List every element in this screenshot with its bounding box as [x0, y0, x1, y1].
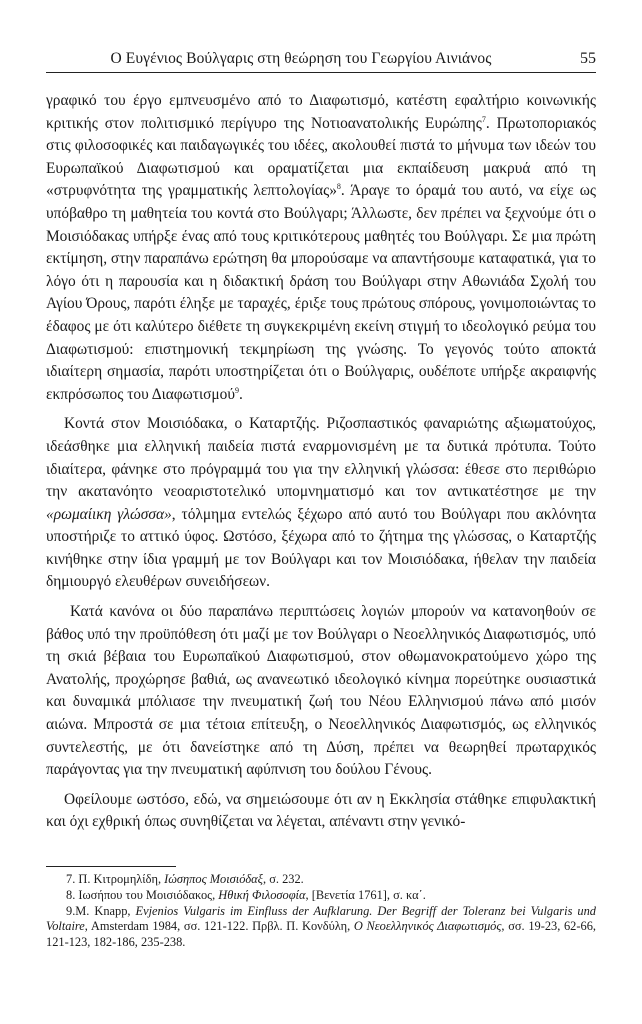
- paragraph-1-text-a: γραφικό του έργο εμπνευσμένο από το Διαφωτισμό, κατέστη εφαλτήριο κοινωνικής κριτικής στον πολιτισμικό περίγυρο της Νοτιοανατολικής Ευρώπης: [46, 92, 596, 132]
- paragraph-2-italic: «ρωμαίικη γλώσσα»: [46, 505, 172, 523]
- footnote-ref-8[interactable]: 8: [336, 182, 341, 192]
- paragraph-2-text-a: Κοντά στον Μοισιόδακα, ο Καταρτζής. Ριζοσπαστικός φαναριώτης αξιωματούχος, ιδεάσθηκε μια ελληνική παιδεία πιστά εναρμονισμένη με τα δυτικά πρότυπα. Τούτο ιδιαίτερα, φάνηκε στο πρόγραμμά του για την ελληνική γλώσσα: έθεσε στο περιθώριο την ακατανόητο νεοαριστοτελικό υπομνηματισμό και τον αντικατέστησε με την: [46, 415, 596, 501]
- footnote-9-text-b: , Amsterdam 1984, σσ. 121-122. Πρβλ. Π. Κονδύλη,: [84, 919, 354, 934]
- page-number: 55: [580, 50, 596, 67]
- footnote-9-title-2: Ο Νεοελληνικός Διαφωτισμός: [353, 919, 502, 934]
- page-header: [46, 50, 596, 72]
- paragraph-1: [46, 90, 596, 406]
- footnote-9-title: Evjenios Vulgaris im Einfluss der Aufklarung. Der Begriff der Toleranz bei Vulgaris und Voltaire: [46, 903, 596, 934]
- footnote-9: [46, 904, 596, 951]
- footnote-8-text-b: , [Βενετία 1761], σ. κα΄.: [305, 887, 426, 902]
- footnote-9-text-a: 9.M. Knapp,: [66, 903, 136, 918]
- footnote-ref-9[interactable]: 9: [235, 385, 240, 395]
- footnote-7-text-b: , σ. 232.: [263, 872, 304, 886]
- footnote-8-text-a: 8. Ιωσήπου του Μοισιόδακος,: [66, 887, 219, 902]
- footnote-7-text-a: 7. Π. Κιτρομηλίδη,: [66, 872, 165, 886]
- paragraph-1-text-d: .: [239, 385, 243, 403]
- footnote-8-title: Ηθική Φιλοσοφία: [218, 887, 306, 902]
- paragraph-4: Οφείλουμε ωστόσο, εδώ, να σημειώσουμε ότι αν η Εκκλησία στάθηκε επιφυλακτική και όχι εχθρική όπως συνηθίζεται να λέγεται, απέναντι στην γενικό-: [46, 790, 596, 831]
- footnote-8: [46, 888, 596, 904]
- footnote-ref-7[interactable]: 7: [481, 114, 486, 124]
- body-text: [46, 90, 596, 841]
- paragraph-1-text-c: . Άραγε το όραμά του αυτό, να είχε ως υπόβαθρο τη μαθητεία του κοντά στο Βούλγαρι; Άλλωστε, δεν πρέπει να ξεχνούμε ότι ο Μοισιόδακας υπήρξε ένας από τους κριτικότερους μαθητές του Βούλγαρι. Σε μια πρώτη εκτίμηση, στην παραπάνω ερώτηση θα μπορούσαμε να απαντήσουμε καταφατικά, για το λόγο ότι η παρουσία και η διδακτική δράση του Βούλγαρι στην Αθωνιάδα Σχολή του Αγίου Όρους, παρότι έληξε με ταραχές, έριξε τους πρώτους σπόρους, γονιμοποιώντας το έδαφος με ότι καλύτερο διέθετε τη συγκεκριμένη εκείνη στιγμή το ιδεολογικό ρεύμα του Διαφωτισμού: επιστημονική τεκμηρίωση της γνώσης. Το γεγονός τούτο αποκτά ιδιαίτερη σημασία, παρότι υποστηρίζεται ότι ο Βούλγαρις, ουδέποτε υπήρξε ακραιφνής εκπρόσωπος του Διαφωτισμού: [46, 182, 596, 403]
- footnote-rule: [46, 866, 176, 867]
- footnote-7-title: Ιώσηπος Μοισιόδαξ: [164, 872, 263, 886]
- header-rule: [46, 72, 596, 73]
- paragraph-2-text-b: , τόλμημα εντελώς ξέχωρο από αυτό του Βούλγαρι που ακλόνητα υποστήριζε το αττικό ύφος. Ωστόσο, ξέχωρα από το ζήτημα της γλώσσας, ο Καταρτζής κινήθηκε στην ίδια γραμμή με τον Βούλγαρι και τον Μοισιόδακα, ήθελαν την παιδεία δημιουργό ελευθέρων συνειδήσεων.: [46, 505, 596, 591]
- footnote-9-text-c: , σσ. 19-23, 62-66, 121-123, 182-186, 235-238.: [46, 919, 596, 950]
- paragraph-2: [46, 413, 596, 594]
- footnote-7: [46, 872, 596, 888]
- paragraph-3: Κατά κανόνα οι δύο παραπάνω περιπτώσεις λογιών μπορούν να κατανοηθούν σε βάθος υπό την προϋπόθεση ότι μαζί με τον Βούλγαρι ο Νεοελληνικός Διαφωτισμός, υπό τη σκιά βέβαια του Ευρωπαϊκού Διαφωτισμού, στον οθωμανοκρατούμενο χώρο της Ανατολής, προχώρησε βαθιά, ως ανανεωτικό ιδεολογικό κίνημα πορεύτηκε ουσιαστικά και δυναμικά μπόλιασε την πνευματική ζωή του Νέου Ελληνισμού πάνω από μισόν αιώνα. Μπροστά σε μια τέτοια επίτευξη, ο Νεοελληνικός Διαφωτισμός, ως ελληνικός συντελεστής, με ότι δανείστηκε από τη Δύση, πρέπει να θεωρηθεί πρωταρχικός παράγοντας για την πνευματική αφύπνιση του δούλου Γένους.: [46, 603, 596, 779]
- paragraph-1-text-b: . Πρωτοποριακός στις φιλοσοφικές και παιδαγωγικές του ιδέες, ακολουθεί πιστά το μήνυμα των ιδεών του Ευρωπαϊκού Διαφωτισμού και οραματίζεται μια εκπαίδευση μακρυά από τη «στρυφνότητα της γραμματικής λεπτολογίας»: [46, 114, 596, 200]
- running-title: Ο Ευγένιος Βούλγαρις στη θεώρηση του Γεωργίου Αινιάνος: [110, 50, 492, 67]
- footnotes: [46, 872, 596, 951]
